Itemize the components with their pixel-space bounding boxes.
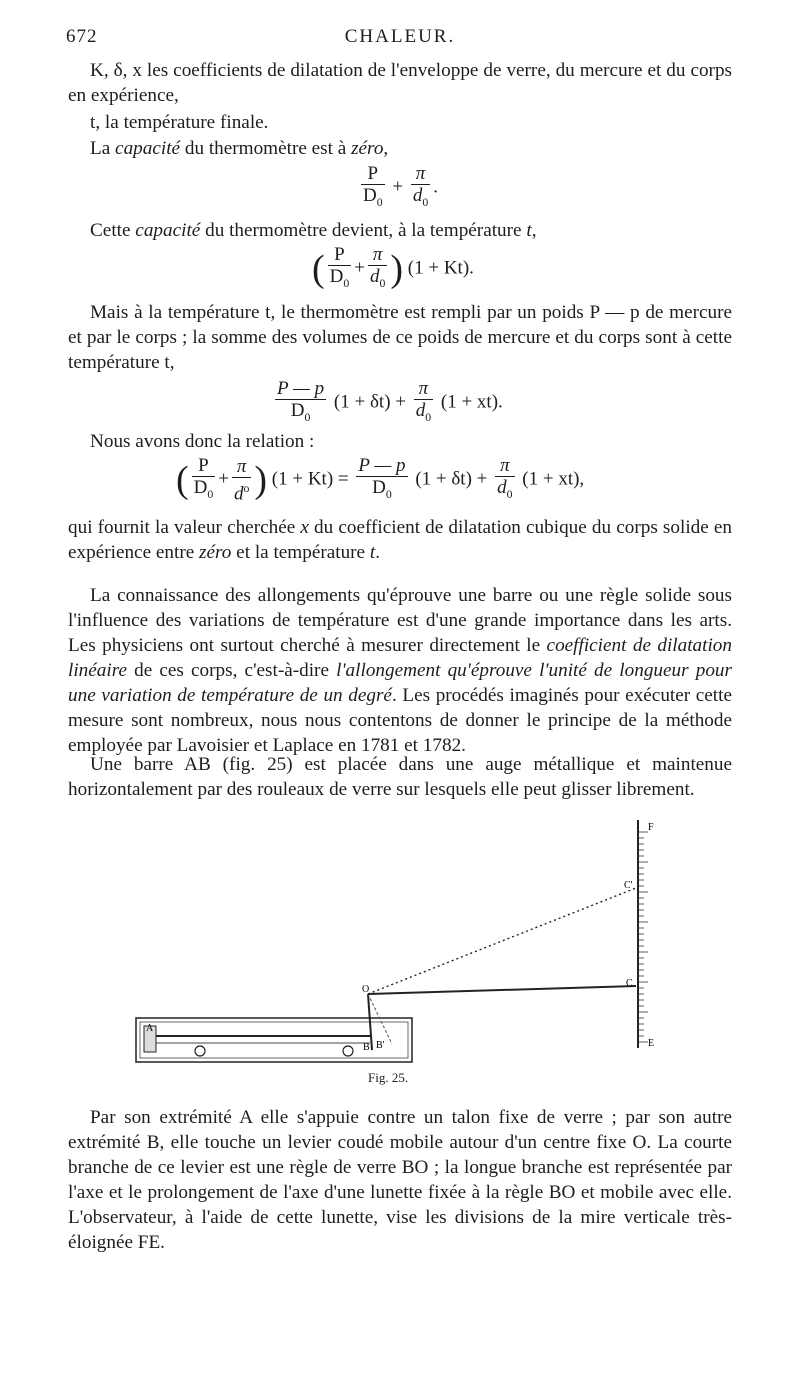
- sight-line-oc-prime: [368, 888, 636, 994]
- label-e: E: [648, 1038, 655, 1049]
- equation-volumes: $\frac{P — p}{D_0}$ (1 + δt) + $\frac{\pi}{d_0}$ (1 + xt).: [277, 378, 503, 424]
- label-c: C: [626, 978, 633, 989]
- scale-ticks: [638, 832, 648, 1042]
- label-o: O: [362, 984, 370, 995]
- sight-line-oc: [368, 986, 636, 994]
- figure-lavoisier-laplace-apparatus: [120, 810, 720, 1080]
- page-number: 672: [66, 26, 98, 47]
- figure-caption: Fig. 25.: [368, 1070, 409, 1085]
- equation-capacity-t: ( $\frac{P}{D_0}$ + $\frac{\pi}{d_0}$ ) (1 + Kt).: [312, 244, 474, 290]
- label-b-prime: B': [376, 1040, 385, 1051]
- running-title: CHALEUR.: [344, 26, 456, 47]
- paragraph-cubic-coefficient: qui fournit la valeur cherchée x du coefficient de dilatation cubique du corps solide en expérience entre zéro et la température t.: [68, 517, 733, 563]
- paragraph-mercury-volume: Mais à la température t, le thermomètre est rempli par un poids P — p de mercure et par le corps ; la somme des volumes de ce poids de mercure et du corps sont à cette température t,: [68, 302, 732, 373]
- label-f: F: [648, 822, 654, 833]
- label-b: B: [363, 1042, 370, 1053]
- equation-capacity-zero: $\frac{P}{D_0}$ + $\frac{\pi}{d_0}$ .: [363, 163, 438, 209]
- paragraph-relation: Nous avons donc la relation :: [90, 431, 315, 452]
- paragraph-coefficients: K, δ, x les coefficients de dilatation de l'enveloppe de verre, du mercure et du corps en expérience,: [68, 60, 732, 106]
- label-c-prime: C': [624, 880, 633, 891]
- paragraph-final-temperature: t, la température finale.: [90, 112, 269, 133]
- roller: [343, 1046, 353, 1056]
- running-header: [66, 26, 734, 52]
- roller: [195, 1046, 205, 1056]
- paragraph-capacity-zero: La capacité du thermomètre est à zéro,: [90, 138, 389, 159]
- paragraph-bar-description: Une barre AB (fig. 25) est placée dans une auge métallique et maintenue horizontalement par des rouleaux de verre sur lesquels elle peut glisser librement.: [68, 754, 732, 800]
- paragraph-linear-dilatation: La connaissance des allongements qu'éprouve une barre ou une règle solide sous l'influence des variations de température est d'une grande importance dans les arts. Les physiciens ont surtout cherché à mesurer directement le coefficient de dilatation linéaire de ces corps, c'est-à-dire l'allongement qu'éprouve l'unité de longueur pour une variation de température de un degré. Les procédés imaginés pour exécuter cette mesure sont nombreux, nous nous contentons de donner le principe de la méthode employée par Lavoisier et Laplace en 1781 et 1782.: [68, 585, 732, 756]
- paragraph-capacity-t: Cette capacité du thermomètre devient, à la température t,: [90, 220, 537, 241]
- label-a: A: [146, 1023, 154, 1034]
- equation-relation: ( $\frac{P}{D_0}$ + $\frac{\pi}{d^o}$ ) (1 + Kt) = $\frac{P — p}{D_0}$ (1 + δt) + $\frac{\pi}{d_0}$ (1 + xt),: [176, 455, 585, 505]
- paragraph-lever-telescope: Par son extrémité A elle s'appuie contre un talon fixe de verre ; par son autre extrémité B, elle touche un levier coudé mobile autour d'un centre fixe O. La courte branche de ce levier est une règle de verre BO ; la longue branche est représentée par l'axe et le prolongement de l'axe d'une lunette fixée à la règle BO et mobile avec elle. L'observateur, à l'aide de cette lunette, vise les divisions de la mire verticale très-éloignée FE.: [68, 1107, 732, 1253]
